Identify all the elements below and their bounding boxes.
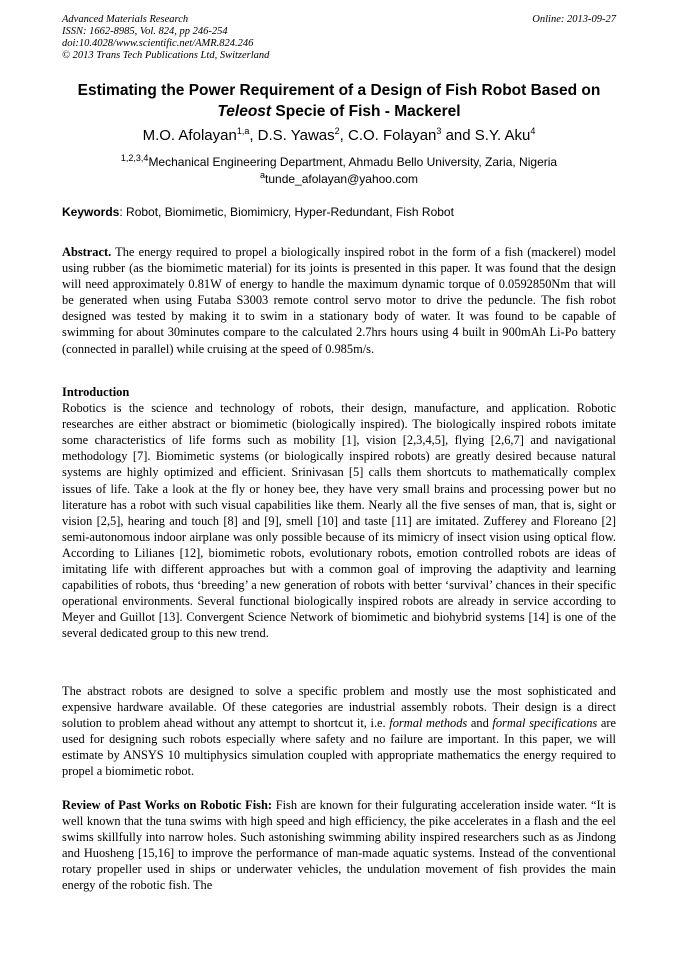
review-text: Fish are known for their fulgurating acceleration inside water. “It is well known that the tuna swims with high speed and high efficiency, the pike accelerates in a flash and the eel swims skillfully into narrow holes. Such astonishing swimming ability inspired researchers such as as Jindong and Huosheng [15,16] to improve the performance of man-made aquatic systems. Instead of the conventional rotary propeller used in ships or underwater vehicles, the undulation movement of fish provides the main energy of the robotic fish. The xyxy=(62,798,616,893)
italic-term: formal methods xyxy=(389,716,468,731)
journal-copyright: © 2013 Trans Tech Publications Ltd, Switzerland xyxy=(62,50,270,61)
author: C.O. Folayan$^3$ xyxy=(348,126,442,144)
abstract-paragraph xyxy=(62,244,616,357)
journal-header xyxy=(62,14,616,62)
paper-title xyxy=(40,80,638,122)
affiliation-email[interactable]: $^a$tunde_afolayan@yahoo.com xyxy=(260,170,418,186)
abstract-text: The energy required to propel a biologically inspired robot in the form of a fish (mackerel) model using rubber (as the biomimetic material) for its joints is presented in this paper. It was found that the design will need approximately 0.81W of energy to handle the maximum dynamic torque of 0.0592850Nm that will be generated when using Futaba S3003 remote control servo motor to drive the peduncle. The fish robot designed was tested by making it to swim in a stationary body of water. It was found to be capable of swimming for about 30minutes compare to the calculated 2.7hrs hours using 4 built in 900mAh Li-Po battery (connected in parallel) while cruising at the speed of 0.985m/s. xyxy=(62,245,616,356)
journal-issn: ISSN: 1662-8985, Vol. 824, pp 246-254 xyxy=(62,26,228,37)
affiliation-institution: $^{1,2,3,4}$Mechanical Engineering Department, Ahmadu Bello University, Zaria, Nigeria xyxy=(120,153,558,169)
introduction-text: Robotics is the science and technology of robots, their design, manufacture, and application. Robotic researches are either abstract or biomimetic (biologically inspired). The biologically inspired robots imitate some characteristics of life forms such as mobility [1], vision [2,3,4,5], flying [2,6,7] and navigational methodology [7]. Biomimetic systems (or biologically inspired robots) are greatly desired because natural systems are highly optimized and efficient. Srinivasan [5] calls them shortcuts to mathematically complex issues of life. Take a look at the fly or honey bee, they have very small brains and processing power but no literature has a robot with such visual capabilities like them. Nearly all the five senses of man, that is, sight or vision [2,5], hearing and touch [8] and [9], smell [10] and taste [11] are imitated. Zufferey and Floreano [2] semi-autonomous indoor airplane was only possible because of its mimicry of insect vision using optical flow. According to Lilianes [12], biomimetic robots, evolutionary robots, emotion controlled robots are ideas of imitating life with different approaches but with a common goal of improving the adaptivity and learning capabilities of robots, thus ‘breeding’ a new generation of robots with better ‘survival’ chances in their specific operational environments. Several functional biologically inspired robots are already in service according to Meyer and Guillot [13]. Convergent Science Network of biomimetic and biohybrid systems [14] is one of the several dedicated group to this new trend. xyxy=(62,401,616,641)
title-italic-word: Teleost xyxy=(217,103,272,120)
online-date: Online: 2013-09-27 xyxy=(532,14,616,25)
journal-name: Advanced Materials Research xyxy=(62,14,189,25)
title-line-1: Estimating the Power Requirement of a Design of Fish Robot Based on xyxy=(77,82,601,99)
keywords xyxy=(62,204,616,220)
abstract-label: Abstract. xyxy=(62,245,112,259)
affiliation xyxy=(40,154,638,188)
author-list: M.O. Afolayan$^{1,a}$, D.S. Yawas$^2$, C.O. Folayan$^3$ and S.Y. Aku$^4$ xyxy=(142,126,536,144)
author: M.O. Afolayan$^{1,a}$ xyxy=(142,126,250,144)
introduction-section xyxy=(62,384,616,642)
review-section xyxy=(62,797,616,894)
abstract-robots-paragraph: The abstract robots are designed to solve a specific problem and mostly use the most sophisticated and expensive hardware available. Of these categories are industrial assembly robots. Their design is a direct solution to problem ahead without any attempt to shortcut it, i.e. formal methods and formal specifications are used for designing such robots especially where safety and no failure are important. In this paper, we will estimate by ANSYS 10 multiphysics simulation coupled with appropriate mathematics the energy required to propel a biomimetic robot. xyxy=(62,684,616,779)
keywords-text: : Robot, Biomimetic, Biomimicry, Hyper-Redundant, Fish Robot xyxy=(119,205,454,219)
author: D.S. Yawas$^2$ xyxy=(257,126,340,144)
introduction-heading: Introduction xyxy=(62,385,130,399)
italic-term: formal specifications xyxy=(492,716,598,731)
keywords-label: Keywords xyxy=(62,205,120,219)
title-line-2-rest: Specie of Fish - Mackerel xyxy=(271,103,461,120)
author: S.Y. Aku$^4$ xyxy=(474,126,536,144)
review-heading: Review of Past Works on Robotic Fish: xyxy=(62,798,272,812)
journal-doi: doi:10.4028/www.scientific.net/AMR.824.246 xyxy=(62,38,254,49)
